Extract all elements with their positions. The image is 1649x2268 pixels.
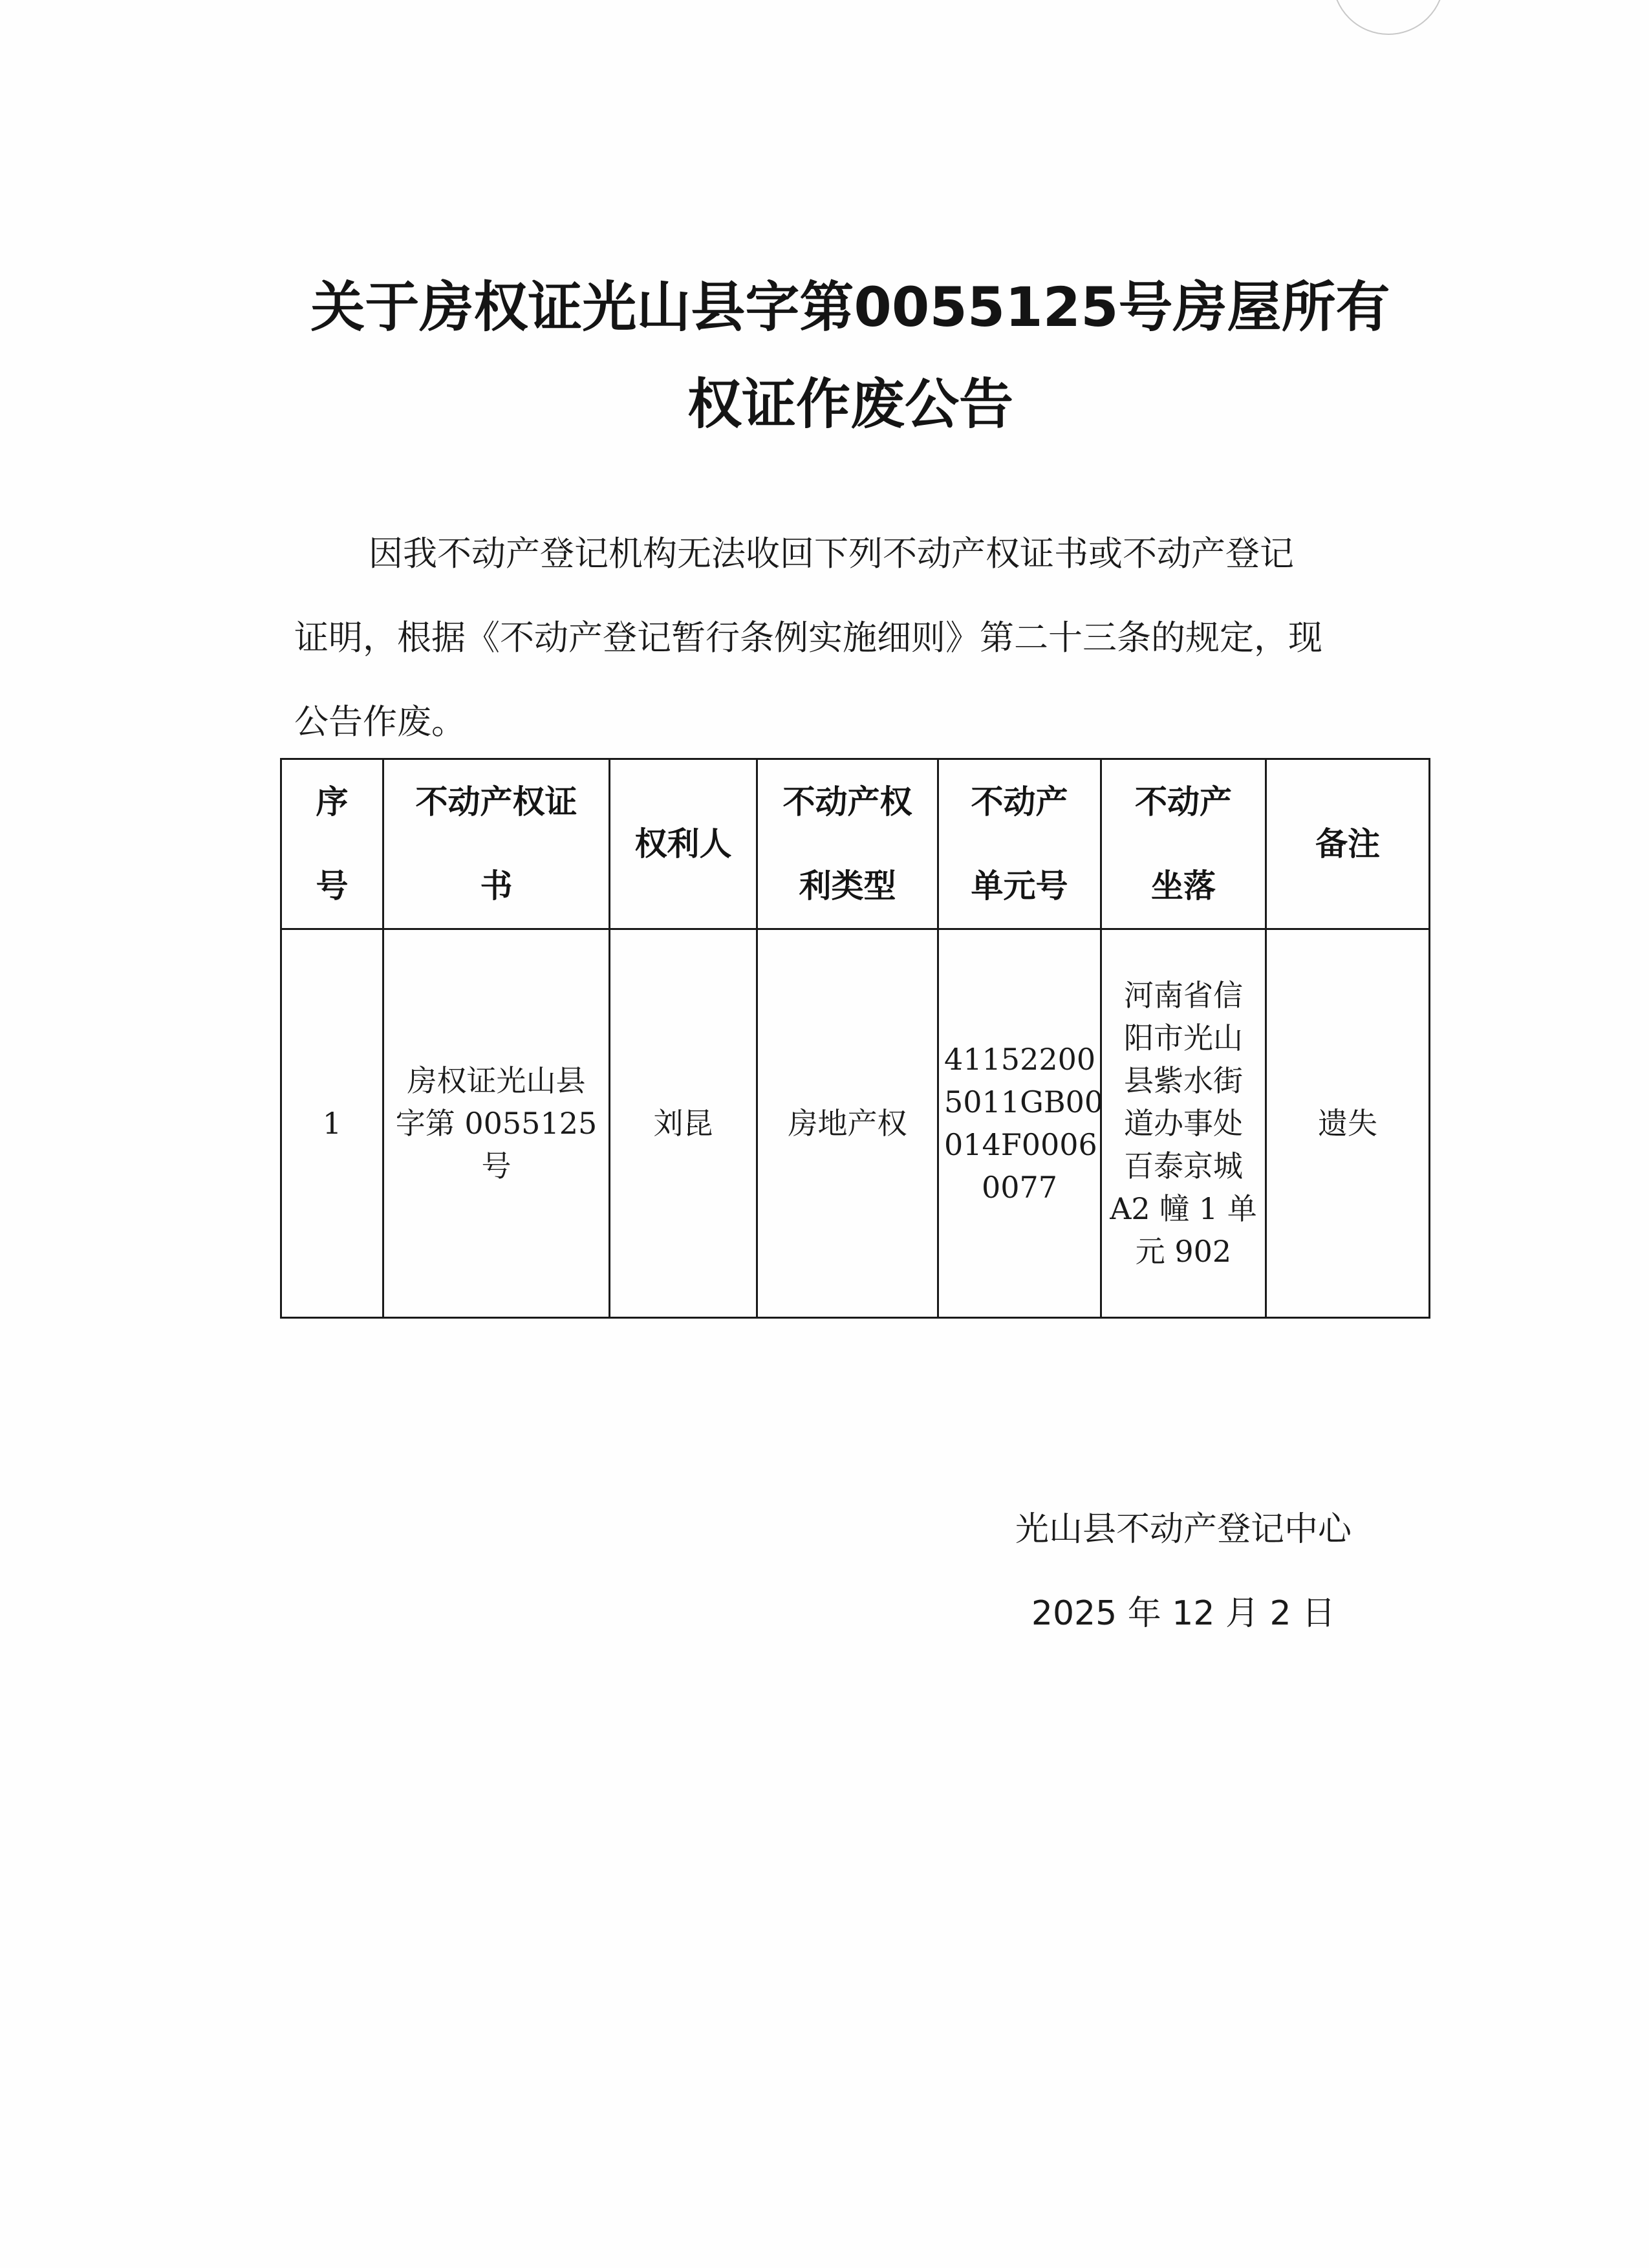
header-location: 不动产 坐落: [1101, 759, 1266, 929]
cell-serial-no: 1: [281, 929, 383, 1318]
header-unit-number: 不动产 单元号: [938, 759, 1101, 929]
notice-body-line-2: 证明，根据《不动产登记暂行条例实施细则》第二十三条的规定，现: [294, 618, 1322, 658]
header-serial-no: 序 号: [281, 759, 383, 929]
punch-hole-mark: [1332, 0, 1445, 35]
issuing-organization: 光山县不动产登记中心: [1015, 1510, 1352, 1549]
table-row: [281, 929, 1430, 1318]
header-certificate: 不动产权证 书: [383, 759, 610, 929]
notice-body: [294, 512, 1419, 764]
notice-title-line-2: 权证作废公告: [687, 373, 1013, 436]
issue-date: 2025 年 12 月 2 日: [1031, 1594, 1336, 1633]
table-header-row: [281, 759, 1430, 929]
cell-unit-number: 41152200 5011GB00 014F0006 0077: [938, 929, 1101, 1318]
notice-body-line-3: 公告作废。: [294, 702, 466, 742]
cell-right-holder: 刘昆: [610, 929, 757, 1318]
cell-location: 河南省信 阳市光山 县紫水街 道办事处 百泰京城 A2 幢 1 单 元 902: [1101, 929, 1266, 1318]
header-right-holder: 权利人: [610, 759, 757, 929]
certificate-table: [280, 758, 1430, 1319]
cell-remark: 遗失: [1266, 929, 1430, 1318]
cell-certificate: 房权证光山县 字第 0055125 号: [383, 929, 610, 1318]
header-remark: 备注: [1266, 759, 1430, 929]
notice-title: [246, 259, 1455, 453]
notice-title-line-1: 关于房权证光山县字第0055125号房屋所有: [310, 275, 1390, 339]
cell-right-type: 房地产权: [757, 929, 938, 1318]
signature-block: [983, 1487, 1384, 1656]
header-right-type: 不动产权 利类型: [757, 759, 938, 929]
notice-body-line-1: 因我不动产登记机构无法收回下列不动产权证书或不动产登记: [369, 534, 1294, 574]
